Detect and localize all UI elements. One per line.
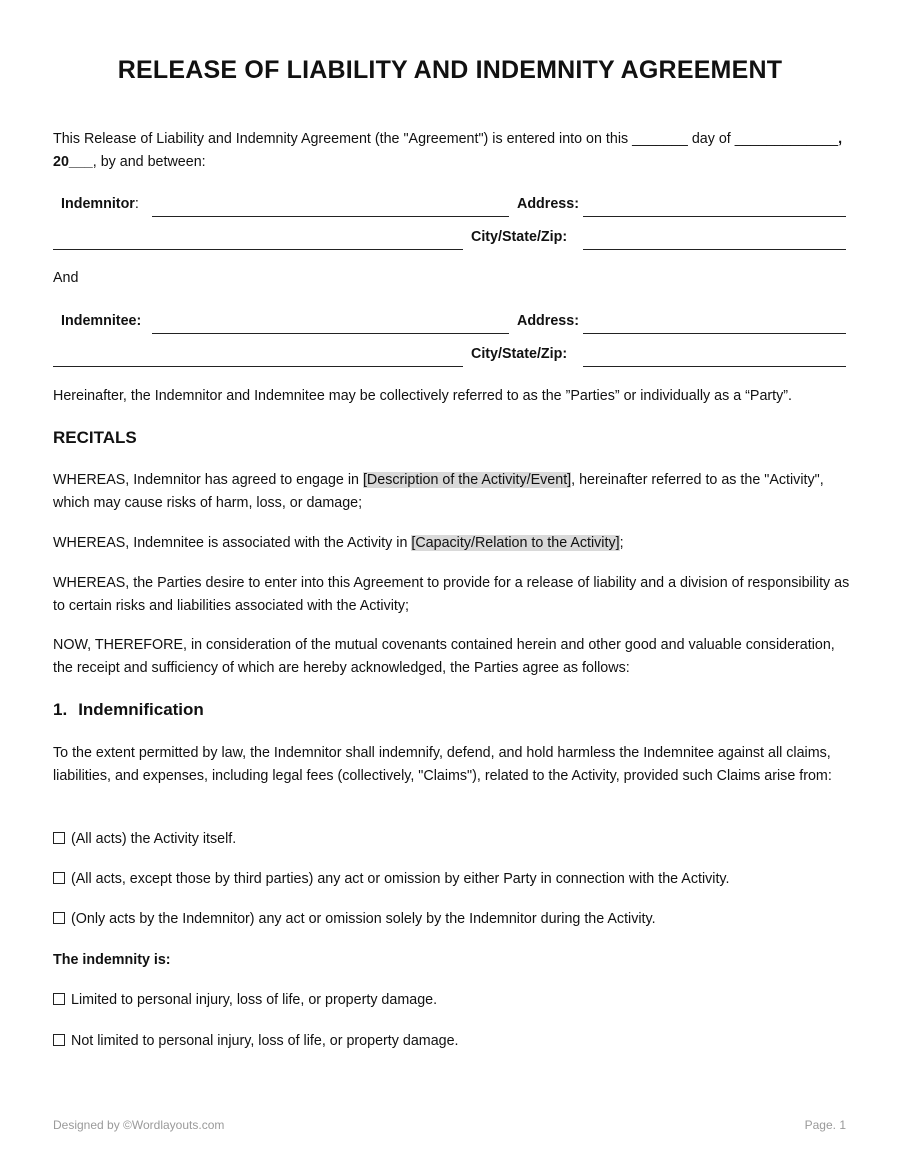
option-all-acts[interactable]: (All acts) the Activity itself. bbox=[53, 829, 236, 849]
option-limited[interactable]: Limited to personal injury, loss of life, or property damage. bbox=[53, 990, 437, 1010]
intro-comma: , bbox=[838, 131, 843, 147]
indemnitor-address-line[interactable] bbox=[583, 216, 846, 217]
indemnitee-city-line[interactable] bbox=[583, 366, 846, 367]
indemnitee-address-line-2[interactable] bbox=[53, 366, 463, 367]
section-title: Indemnification bbox=[78, 700, 204, 719]
capacity-placeholder[interactable]: [Capacity/Relation to the Activity] bbox=[411, 535, 620, 551]
recitals-heading: RECITALS bbox=[53, 428, 137, 447]
whereas-2: WHEREAS, Indemnitee is associated with the Activity in [Capacity/Relation to the Activity]; bbox=[53, 535, 624, 551]
indemnitee-name-line[interactable] bbox=[152, 333, 509, 334]
option-all-acts-except-third-parties[interactable]: (All acts, except those by third parties) any act or omission by either Party in connection with the Activity. bbox=[53, 869, 729, 889]
checkbox-icon[interactable] bbox=[53, 832, 65, 844]
activity-placeholder[interactable]: [Description of the Activity/Event] bbox=[362, 472, 572, 488]
month-blank: _____________ bbox=[734, 131, 839, 147]
section-number: 1. bbox=[53, 700, 68, 719]
section-1-heading bbox=[53, 700, 204, 720]
checkbox-icon[interactable] bbox=[53, 872, 65, 884]
whereas-1: WHEREAS, Indemnitor has agreed to engage in [Description of the Activity/Event], hereinafter referred to as the "Activity", which may cause risks of harm, loss, or damage; bbox=[53, 472, 824, 511]
indemnitor-city-label: City/State/Zip: bbox=[471, 229, 568, 245]
option-only-indemnitor[interactable]: (Only acts by the Indemnitor) any act or omission solely by the Indemnitor during the Activity. bbox=[53, 909, 656, 929]
indemnitee-city-label: City/State/Zip: bbox=[471, 346, 568, 362]
indemnity-is-label: The indemnity is: bbox=[53, 952, 171, 968]
indemnitee-address-line[interactable] bbox=[583, 333, 846, 334]
indemnitor-city-line[interactable] bbox=[583, 249, 846, 250]
intro-paragraph bbox=[53, 128, 853, 174]
indemnitor-address-line-2[interactable] bbox=[53, 249, 463, 250]
indemnitor-address-label: Address: bbox=[517, 196, 579, 212]
year-blank: 20___ bbox=[53, 154, 93, 170]
whereas-3: WHEREAS, the Parties desire to enter into this Agreement to provide for a release of liability and a division of responsibility as to certain risks and liabilities associated with the Activity; bbox=[53, 575, 850, 614]
document-title: RELEASE OF LIABILITY AND INDEMNITY AGREEMENT bbox=[117, 56, 783, 84]
indemnification-paragraph: To the extent permitted by law, the Indemnitor shall indemnify, defend, and hold harmless the Indemnitee against all claims, liabilities, and expenses, including legal fees (collectively, "Claims"), related to the Activity, provided such Claims arise from: bbox=[53, 745, 832, 784]
footer-credit: Designed by ©Wordlayouts.com bbox=[53, 1118, 225, 1132]
footer-page-number: Page. 1 bbox=[804, 1118, 846, 1132]
indemnitee-address-label: Address: bbox=[517, 313, 579, 329]
checkbox-icon[interactable] bbox=[53, 1034, 65, 1046]
checkbox-icon[interactable] bbox=[53, 993, 65, 1005]
indemnitor-name-line[interactable] bbox=[152, 216, 509, 217]
option-not-limited[interactable]: Not limited to personal injury, loss of life, or property damage. bbox=[53, 1031, 459, 1051]
indemnitor-label: Indemnitor: bbox=[61, 196, 139, 212]
hereinafter-paragraph: Hereinafter, the Indemnitor and Indemnitee may be collectively referred to as the ”Parties” or individually as a “Party”. bbox=[53, 388, 793, 404]
intro-text: This Release of Liability and Indemnity Agreement (the "Agreement") is entered into on this bbox=[53, 131, 633, 147]
intro-text-between: , by and between: bbox=[92, 154, 206, 170]
indemnitee-label: Indemnitee: bbox=[61, 313, 142, 329]
intro-text-day-of: day of bbox=[687, 131, 735, 147]
day-blank: _______ bbox=[632, 131, 688, 147]
now-therefore: NOW, THEREFORE, in consideration of the mutual covenants contained herein and other good and valuable consideration, the receipt and sufficiency of which are hereby acknowledged, the Parties agree as follows: bbox=[53, 637, 835, 676]
and-text: And bbox=[53, 270, 79, 286]
checkbox-icon[interactable] bbox=[53, 912, 65, 924]
